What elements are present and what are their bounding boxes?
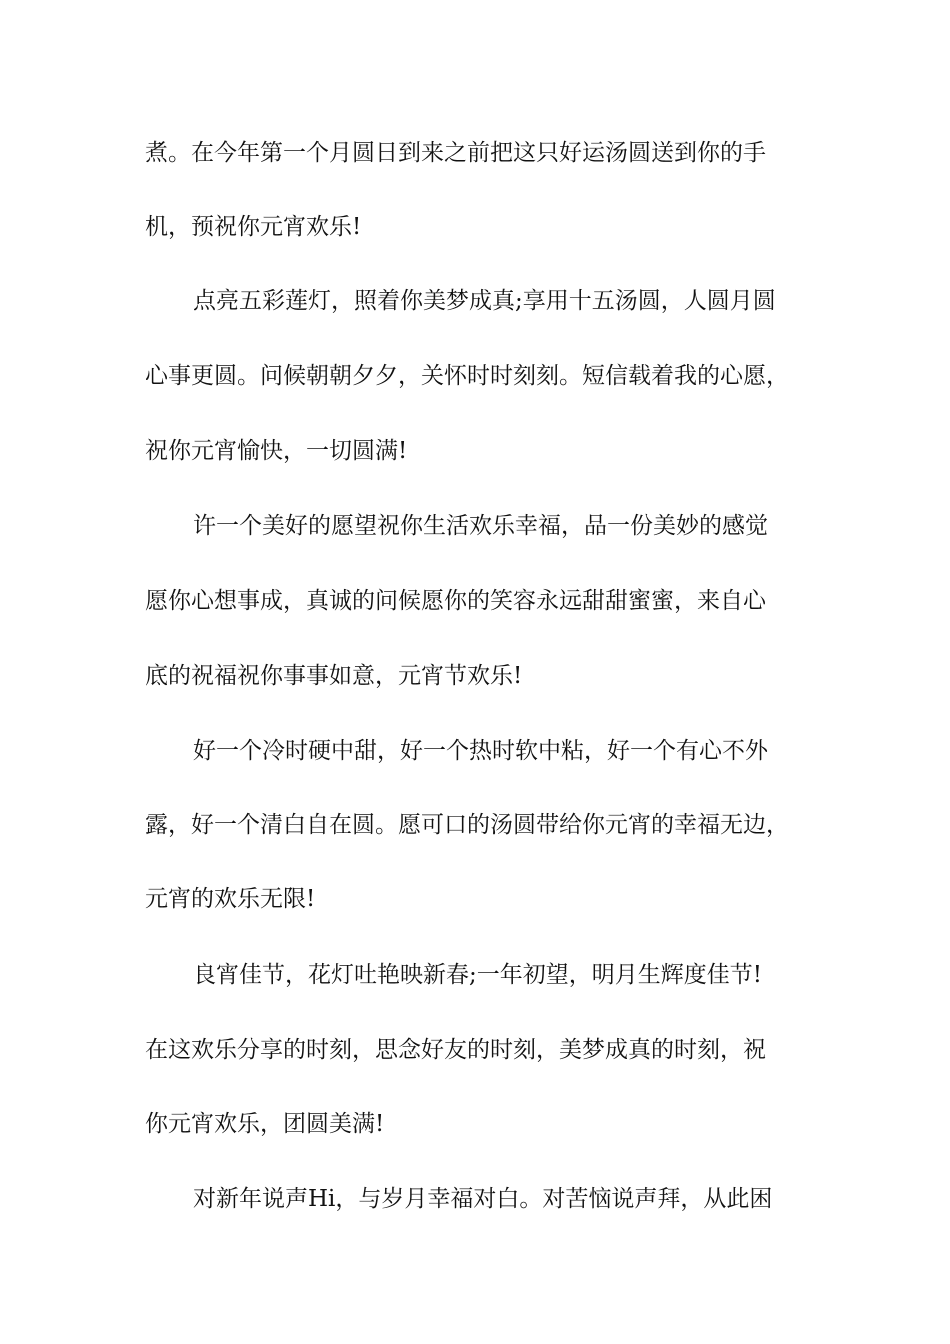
text-line: 好一个冷时硬中甜，好一个热时软中粘，好一个有心不外	[193, 738, 768, 764]
text-line: 愿你心想事成，真诚的问候愿你的笑容永远甜甜蜜蜜，来自心	[145, 588, 766, 614]
text-line: 你元宵欢乐，团圆美满!	[145, 1111, 385, 1137]
text-line: 良宵佳节，花灯吐艳映新春;一年初望，明月生辉度佳节!	[193, 962, 762, 988]
text-line: 露，好一个清白自在圆。愿可口的汤圆带给你元宵的幸福无边，	[145, 812, 789, 838]
text-line: 祝你元宵愉快，一切圆满!	[145, 438, 408, 464]
text-line: 许一个美好的愿望祝你生活欢乐幸福，品一份美妙的感觉	[193, 513, 768, 539]
text-line: 点亮五彩莲灯，照着你美梦成真;享用十五汤圆，人圆月圆	[193, 288, 776, 314]
text-line: 机，预祝你元宵欢乐!	[145, 214, 362, 240]
text-line: 心事更圆。问候朝朝夕夕，关怀时时刻刻。短信载着我的心愿，	[145, 363, 789, 389]
text-line: 对新年说声Hi，与岁月幸福对白。对苦恼说声拜，从此困	[193, 1186, 773, 1212]
text-line: 在这欢乐分享的时刻，思念好友的时刻，美梦成真的时刻，祝	[145, 1037, 766, 1063]
text-line: 底的祝福祝你事事如意，元宵节欢乐!	[145, 663, 523, 689]
text-line: 煮。在今年第一个月圆日到来之前把这只好运汤圆送到你的手	[145, 140, 766, 166]
text-line: 元宵的欢乐无限!	[145, 886, 316, 912]
